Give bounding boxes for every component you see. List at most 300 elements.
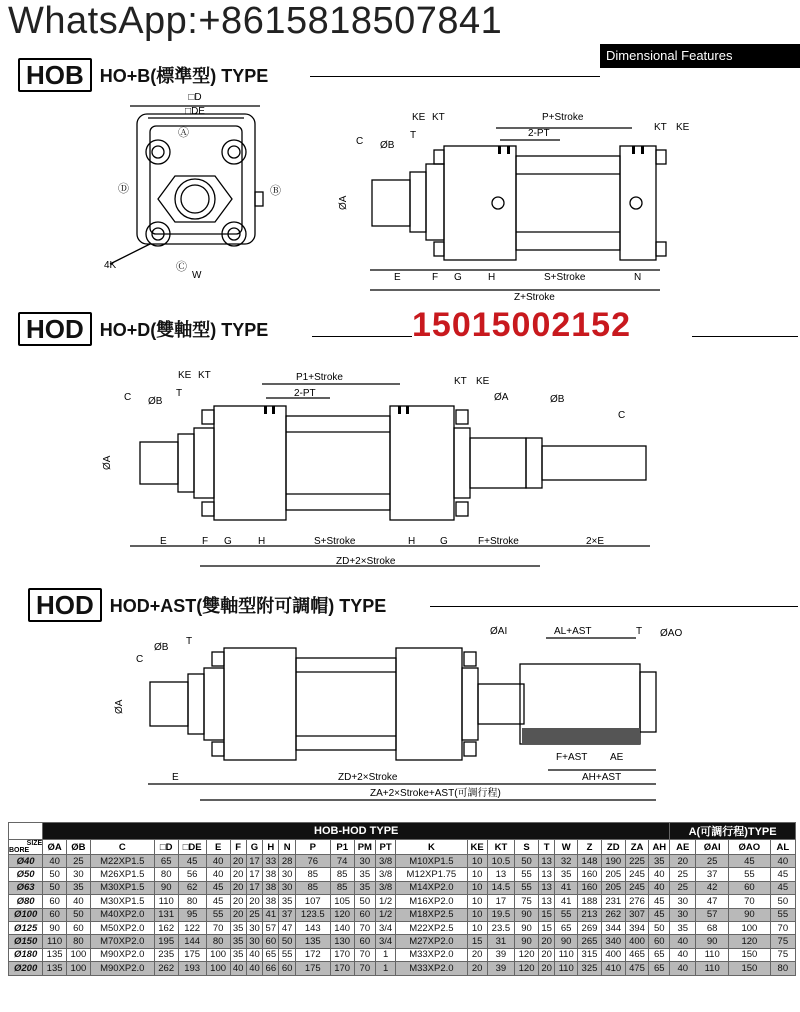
divider-line bbox=[430, 606, 798, 607]
hob-side-view bbox=[370, 128, 666, 290]
label-kt: KT bbox=[198, 370, 211, 381]
column-header: ZD bbox=[601, 840, 625, 855]
label-w: W bbox=[192, 270, 202, 281]
table-cell: 30 bbox=[67, 868, 91, 881]
label-ke: KE bbox=[178, 370, 192, 381]
label-b-right: ØB bbox=[550, 394, 565, 405]
column-header: F bbox=[230, 840, 246, 855]
table-cell: 344 bbox=[601, 921, 625, 934]
table-cell: 131 bbox=[154, 908, 178, 921]
table-cell: 23.5 bbox=[487, 921, 515, 934]
table-cell: 276 bbox=[625, 895, 649, 908]
table-cell: 57 bbox=[696, 908, 729, 921]
table-cell: 38 bbox=[263, 895, 279, 908]
table-cell: 50 bbox=[43, 881, 67, 894]
label-c: C bbox=[136, 654, 144, 665]
table-cell: M30XP1.5 bbox=[90, 881, 154, 894]
table-cell: 70 bbox=[729, 895, 771, 908]
column-header: H bbox=[263, 840, 279, 855]
table-cell: 193 bbox=[178, 962, 206, 975]
bore-cell: Ø80 bbox=[9, 895, 43, 908]
label-ai: ØAI bbox=[490, 626, 508, 637]
bore-cell: Ø180 bbox=[9, 948, 43, 961]
column-header: PM bbox=[354, 840, 376, 855]
label-b: ØB bbox=[148, 396, 163, 407]
table-title: HOB-HOD TYPE bbox=[43, 823, 670, 840]
table-cell: 50 bbox=[515, 855, 539, 868]
table-row bbox=[9, 855, 796, 868]
table-cell: 465 bbox=[625, 948, 649, 961]
label-4k: 4K bbox=[104, 260, 117, 271]
table-cell: 31 bbox=[487, 935, 515, 948]
table-cell: 20 bbox=[230, 908, 246, 921]
table-cell: 66 bbox=[263, 962, 279, 975]
table-cell: 262 bbox=[601, 908, 625, 921]
table-cell: 60 bbox=[649, 935, 670, 948]
table-cell: 38 bbox=[263, 881, 279, 894]
table-cell: 50 bbox=[43, 868, 67, 881]
table-cell: 55 bbox=[515, 881, 539, 894]
table-cell: 144 bbox=[178, 935, 206, 948]
table-cell: 60 bbox=[279, 962, 295, 975]
table-cell: 30 bbox=[670, 908, 696, 921]
table-cell: 35 bbox=[230, 921, 246, 934]
column-header: Z bbox=[578, 840, 602, 855]
table-cell: 10.5 bbox=[487, 855, 515, 868]
label-a-right: ØA bbox=[494, 392, 509, 403]
label-t-right: T bbox=[636, 626, 643, 637]
table-cell: M90XP2.0 bbox=[90, 948, 154, 961]
table-cell: 75 bbox=[515, 895, 539, 908]
table-cell: 47 bbox=[696, 895, 729, 908]
table-cell: 50 bbox=[770, 895, 795, 908]
table-cell: 17 bbox=[246, 868, 262, 881]
table-cell: M26XP1.5 bbox=[90, 868, 154, 881]
whatsapp-watermark: WhatsApp:+8615818507841 bbox=[8, 0, 503, 42]
table-cell: M33XP2.0 bbox=[396, 962, 467, 975]
table-cell: 162 bbox=[154, 921, 178, 934]
table-cell: 30 bbox=[279, 881, 295, 894]
table-cell: 143 bbox=[295, 921, 330, 934]
table-cell: 45 bbox=[770, 881, 795, 894]
table-cell: 41 bbox=[555, 895, 578, 908]
table-cell: 35 bbox=[230, 935, 246, 948]
phone-number: 15015002152 bbox=[412, 306, 632, 344]
label-2pt: 2-PT bbox=[294, 388, 316, 399]
table-cell: 20 bbox=[230, 855, 246, 868]
table-cell: 39 bbox=[487, 962, 515, 975]
table-cell: 3/8 bbox=[376, 881, 396, 894]
table-cell: 33 bbox=[263, 855, 279, 868]
table-cell: 110 bbox=[154, 895, 178, 908]
table-cell: 20 bbox=[670, 855, 696, 868]
column-header: C bbox=[90, 840, 154, 855]
table-cell: 110 bbox=[696, 962, 729, 975]
label-ke-right: KE bbox=[676, 122, 690, 133]
table-cell: 76 bbox=[295, 855, 330, 868]
label-zd-stroke: ZD+2×Stroke bbox=[336, 556, 396, 567]
table-cell: 30 bbox=[354, 855, 376, 868]
table-cell: 175 bbox=[178, 948, 206, 961]
table-cell: 25 bbox=[696, 855, 729, 868]
table-cell: 130 bbox=[330, 935, 354, 948]
table-cell: 120 bbox=[515, 962, 539, 975]
table-cell: 35 bbox=[649, 855, 670, 868]
table-cell: 110 bbox=[696, 948, 729, 961]
table-cell: 74 bbox=[330, 855, 354, 868]
label-e: E bbox=[172, 772, 179, 783]
table-cell: 80 bbox=[206, 935, 230, 948]
table-cell: 120 bbox=[330, 908, 354, 921]
table-cell: 160 bbox=[578, 868, 602, 881]
table-cell: 40 bbox=[670, 935, 696, 948]
table-cell: 37 bbox=[279, 908, 295, 921]
table-cell: 55 bbox=[279, 948, 295, 961]
label-2e: 2×E bbox=[586, 536, 605, 547]
table-cell: 10 bbox=[467, 895, 487, 908]
table-cell: 60 bbox=[354, 908, 376, 921]
table-cell: 265 bbox=[578, 935, 602, 948]
table-cell: 20 bbox=[246, 895, 262, 908]
table-row bbox=[9, 948, 796, 961]
table-cell: 195 bbox=[154, 935, 178, 948]
table-cell: 188 bbox=[578, 895, 602, 908]
table-cell: 13 bbox=[538, 881, 554, 894]
table-cell: 1 bbox=[376, 962, 396, 975]
dimensional-features-tab: Dimensional Features bbox=[600, 44, 800, 68]
table-cell: 135 bbox=[43, 962, 67, 975]
label-g: G bbox=[454, 272, 462, 283]
table-cell: 17 bbox=[246, 881, 262, 894]
table-cell: 55 bbox=[555, 908, 578, 921]
column-header: □DE bbox=[178, 840, 206, 855]
table-cell: 68 bbox=[696, 921, 729, 934]
table-cell: 13 bbox=[538, 895, 554, 908]
table-cell: 315 bbox=[578, 948, 602, 961]
column-header: AL bbox=[770, 840, 795, 855]
label-ke-right: KE bbox=[476, 376, 490, 387]
section-subtitle: HOD+AST(雙軸型附可調帽) TYPE bbox=[109, 596, 387, 616]
table-cell: 70 bbox=[354, 948, 376, 961]
table-cell: 235 bbox=[154, 948, 178, 961]
table-cell: M27XP2.0 bbox=[396, 935, 467, 948]
table-cell: 85 bbox=[330, 868, 354, 881]
label-2pt: 2-PT bbox=[528, 128, 550, 139]
table-cell: 205 bbox=[601, 868, 625, 881]
label-n: N bbox=[634, 272, 642, 283]
table-cell: 19.5 bbox=[487, 908, 515, 921]
table-cell: 45 bbox=[206, 895, 230, 908]
table-cell: 100 bbox=[67, 948, 91, 961]
bore-cell: Ø40 bbox=[9, 855, 43, 868]
section-subtitle: HO+D(雙軸型) TYPE bbox=[99, 320, 269, 340]
table-cell: 40 bbox=[246, 948, 262, 961]
table-cell: M22XP2.5 bbox=[396, 921, 467, 934]
table-row bbox=[9, 908, 796, 921]
bore-cell: Ø150 bbox=[9, 935, 43, 948]
label-f: F bbox=[202, 536, 209, 547]
table-cell: 10 bbox=[467, 881, 487, 894]
table-cell: 41 bbox=[263, 908, 279, 921]
table-cell: 40 bbox=[670, 948, 696, 961]
column-header: KE bbox=[467, 840, 487, 855]
label-zd-stroke: ZD+2×Stroke bbox=[338, 772, 398, 783]
table-cell: 20 bbox=[538, 935, 554, 948]
column-header: P bbox=[295, 840, 330, 855]
table-cell: 1/2 bbox=[376, 908, 396, 921]
column-header: □D bbox=[154, 840, 178, 855]
table-cell: 85 bbox=[295, 868, 330, 881]
table-cell: 172 bbox=[295, 948, 330, 961]
table-cell: 90 bbox=[515, 935, 539, 948]
table-cell: 213 bbox=[578, 908, 602, 921]
table-cell: 245 bbox=[625, 868, 649, 881]
table-cell: 35 bbox=[67, 881, 91, 894]
table-cell: 30 bbox=[246, 921, 262, 934]
label-kt-right: KT bbox=[454, 376, 467, 387]
section-hod-ast-heading bbox=[28, 588, 386, 622]
table-cell: 120 bbox=[729, 935, 771, 948]
label-za-stroke: ZA+2×Stroke+AST(可調行程) bbox=[370, 788, 501, 799]
table-cell: M18XP2.5 bbox=[396, 908, 467, 921]
table-cell: 70 bbox=[770, 921, 795, 934]
table-cell: 39 bbox=[487, 948, 515, 961]
table-cell: 75 bbox=[770, 935, 795, 948]
table-cell: 35 bbox=[555, 868, 578, 881]
table-cell: 20 bbox=[230, 881, 246, 894]
table-cell: 3/4 bbox=[376, 921, 396, 934]
section-subtitle: HO+B(標準型) TYPE bbox=[99, 66, 269, 86]
table-cell: 40 bbox=[230, 962, 246, 975]
table-cell: 1/2 bbox=[376, 895, 396, 908]
table-cell: M10XP1.5 bbox=[396, 855, 467, 868]
table-cell: 65 bbox=[649, 962, 670, 975]
table-cell: 40 bbox=[649, 868, 670, 881]
table-cell: 90 bbox=[729, 908, 771, 921]
label-f-ast: F+AST bbox=[556, 752, 588, 763]
dimension-table bbox=[8, 822, 796, 1010]
table-cell: 65 bbox=[154, 855, 178, 868]
table-cell: 65 bbox=[263, 948, 279, 961]
column-header: PT bbox=[376, 840, 396, 855]
table-cell: 62 bbox=[178, 881, 206, 894]
table-cell: 35 bbox=[354, 868, 376, 881]
table-cell: 123.5 bbox=[295, 908, 330, 921]
table-cell: 1 bbox=[376, 948, 396, 961]
column-header: ZA bbox=[625, 840, 649, 855]
table-cell: 122 bbox=[178, 921, 206, 934]
table-cell: 175 bbox=[295, 962, 330, 975]
table-cell: 100 bbox=[206, 962, 230, 975]
table-cell: 45 bbox=[178, 855, 206, 868]
column-header: W bbox=[555, 840, 578, 855]
table-cell: 70 bbox=[206, 921, 230, 934]
table-row bbox=[9, 881, 796, 894]
table-cell: 60 bbox=[67, 921, 91, 934]
table-cell: 45 bbox=[770, 868, 795, 881]
table-cell: 400 bbox=[601, 948, 625, 961]
section-box-label: HOB bbox=[18, 58, 92, 92]
divider-line bbox=[312, 336, 412, 337]
table-cell: 30 bbox=[279, 868, 295, 881]
table-cell: 28 bbox=[279, 855, 295, 868]
table-cell: 45 bbox=[206, 881, 230, 894]
table-ast-title: A(可調行程)TYPE bbox=[670, 823, 796, 840]
table-cell: 38 bbox=[263, 868, 279, 881]
table-cell: 110 bbox=[555, 962, 578, 975]
table-cell: 40 bbox=[670, 962, 696, 975]
table-cell: 40 bbox=[770, 855, 795, 868]
column-header: E bbox=[206, 840, 230, 855]
table-cell: 50 bbox=[67, 908, 91, 921]
table-cell: 80 bbox=[67, 935, 91, 948]
table-cell: 307 bbox=[625, 908, 649, 921]
table-cell: 10 bbox=[467, 908, 487, 921]
table-cell: 57 bbox=[263, 921, 279, 934]
bore-cell: Ø125 bbox=[9, 921, 43, 934]
table-cell: 10 bbox=[467, 855, 487, 868]
corner-bore: BORE bbox=[9, 847, 30, 854]
table-cell: 40 bbox=[246, 962, 262, 975]
table-cell: 100 bbox=[67, 962, 91, 975]
table-cell: 55 bbox=[729, 868, 771, 881]
table-cell: 150 bbox=[729, 962, 771, 975]
table-cell: 50 bbox=[649, 921, 670, 934]
table-cell: M33XP2.0 bbox=[396, 948, 467, 961]
table-cell: 35 bbox=[354, 881, 376, 894]
label-h: H bbox=[258, 536, 266, 547]
table-cell: M14XP2.0 bbox=[396, 881, 467, 894]
table-cell: 45 bbox=[729, 855, 771, 868]
table-cell: 20 bbox=[467, 948, 487, 961]
table-cell: 30 bbox=[670, 895, 696, 908]
table-cell: 60 bbox=[43, 895, 67, 908]
label-s-stroke: S+Stroke bbox=[544, 272, 586, 283]
table-cell: 394 bbox=[625, 921, 649, 934]
table-cell: 20 bbox=[230, 895, 246, 908]
table-cell: 14.5 bbox=[487, 881, 515, 894]
table-cell: 56 bbox=[178, 868, 206, 881]
table-cell: 10 bbox=[467, 921, 487, 934]
table-cell: 32 bbox=[555, 855, 578, 868]
table-cell: 90 bbox=[43, 921, 67, 934]
label-kt-right: KT bbox=[654, 122, 667, 133]
label-z-stroke: Z+Stroke bbox=[514, 292, 555, 303]
label-b: ØB bbox=[154, 642, 169, 653]
table-cell: 105 bbox=[330, 895, 354, 908]
table-cell: 170 bbox=[330, 948, 354, 961]
table-cell: 13 bbox=[538, 868, 554, 881]
table-cell: 400 bbox=[625, 935, 649, 948]
table-row bbox=[9, 935, 796, 948]
column-header: ØB bbox=[67, 840, 91, 855]
table-body bbox=[9, 855, 796, 976]
table-cell: 40 bbox=[43, 855, 67, 868]
table-cell: 35 bbox=[670, 921, 696, 934]
bore-cell: Ø63 bbox=[9, 881, 43, 894]
label-c-circle: Ⓒ bbox=[176, 261, 187, 273]
table-cell: 231 bbox=[601, 895, 625, 908]
table-cell: 20 bbox=[538, 948, 554, 961]
table-title-row bbox=[9, 823, 796, 840]
table-cell: 65 bbox=[649, 948, 670, 961]
section-box-label: HOD bbox=[18, 312, 92, 346]
corner-size: SIZE bbox=[26, 840, 43, 847]
table-cell: 75 bbox=[770, 948, 795, 961]
bore-cell: Ø200 bbox=[9, 962, 43, 975]
table-cell: 120 bbox=[515, 948, 539, 961]
label-e: E bbox=[160, 536, 167, 547]
column-header: AH bbox=[649, 840, 670, 855]
table-cell: 70 bbox=[354, 921, 376, 934]
label-e: E bbox=[394, 272, 401, 283]
bore-cell: Ø50 bbox=[9, 868, 43, 881]
table-cell: 15 bbox=[538, 908, 554, 921]
table-cell: 60 bbox=[729, 881, 771, 894]
column-header: KT bbox=[487, 840, 515, 855]
label-a-circle: Ⓐ bbox=[178, 127, 189, 139]
label-a: ØA bbox=[102, 455, 113, 470]
table-cell: 3/8 bbox=[376, 868, 396, 881]
table-cell: 20 bbox=[467, 962, 487, 975]
divider-line bbox=[310, 76, 600, 77]
label-de: □DE bbox=[185, 106, 205, 117]
label-p-stroke: P+Stroke bbox=[542, 112, 584, 123]
table-row bbox=[9, 895, 796, 908]
label-f: F bbox=[432, 272, 439, 283]
label-a: ØA bbox=[114, 699, 125, 714]
table-cell: 15 bbox=[467, 935, 487, 948]
table-cell: 340 bbox=[601, 935, 625, 948]
table-cell: 325 bbox=[578, 962, 602, 975]
table-cell: 245 bbox=[625, 881, 649, 894]
column-header: T bbox=[538, 840, 554, 855]
table-cell: 55 bbox=[770, 908, 795, 921]
label-p1-stroke: P1+Stroke bbox=[296, 372, 343, 383]
table-cell: 65 bbox=[555, 921, 578, 934]
table-cell: 135 bbox=[43, 948, 67, 961]
label-c: C bbox=[356, 136, 364, 147]
table-cell: M50XP2.0 bbox=[90, 921, 154, 934]
table-cell: 13 bbox=[538, 855, 554, 868]
table-cell: 40 bbox=[649, 881, 670, 894]
table-cell: 170 bbox=[330, 962, 354, 975]
label-ke: KE bbox=[412, 112, 426, 123]
table-cell: 269 bbox=[578, 921, 602, 934]
column-header: ØA bbox=[43, 840, 67, 855]
table-cell: 17 bbox=[487, 895, 515, 908]
hod-ast-drawing bbox=[0, 620, 800, 818]
hod-drawing bbox=[0, 360, 800, 580]
table-cell: 45 bbox=[649, 908, 670, 921]
column-header: AE bbox=[670, 840, 696, 855]
table-cell: 20 bbox=[538, 962, 554, 975]
table-cell: 3/4 bbox=[376, 935, 396, 948]
table-cell: M70XP2.0 bbox=[90, 935, 154, 948]
table-cell: 262 bbox=[154, 962, 178, 975]
table-cell: M12XP1.75 bbox=[396, 868, 467, 881]
table-cell: 40 bbox=[206, 868, 230, 881]
table-cell: 110 bbox=[43, 935, 67, 948]
label-ah-ast: AH+AST bbox=[582, 772, 622, 783]
section-box-label: HOD bbox=[28, 588, 102, 622]
table-row bbox=[9, 962, 796, 975]
label-c-right: C bbox=[618, 410, 626, 421]
table-cell: 10 bbox=[467, 868, 487, 881]
table-cell: 60 bbox=[263, 935, 279, 948]
column-header: K bbox=[396, 840, 467, 855]
table-cell: 150 bbox=[729, 948, 771, 961]
